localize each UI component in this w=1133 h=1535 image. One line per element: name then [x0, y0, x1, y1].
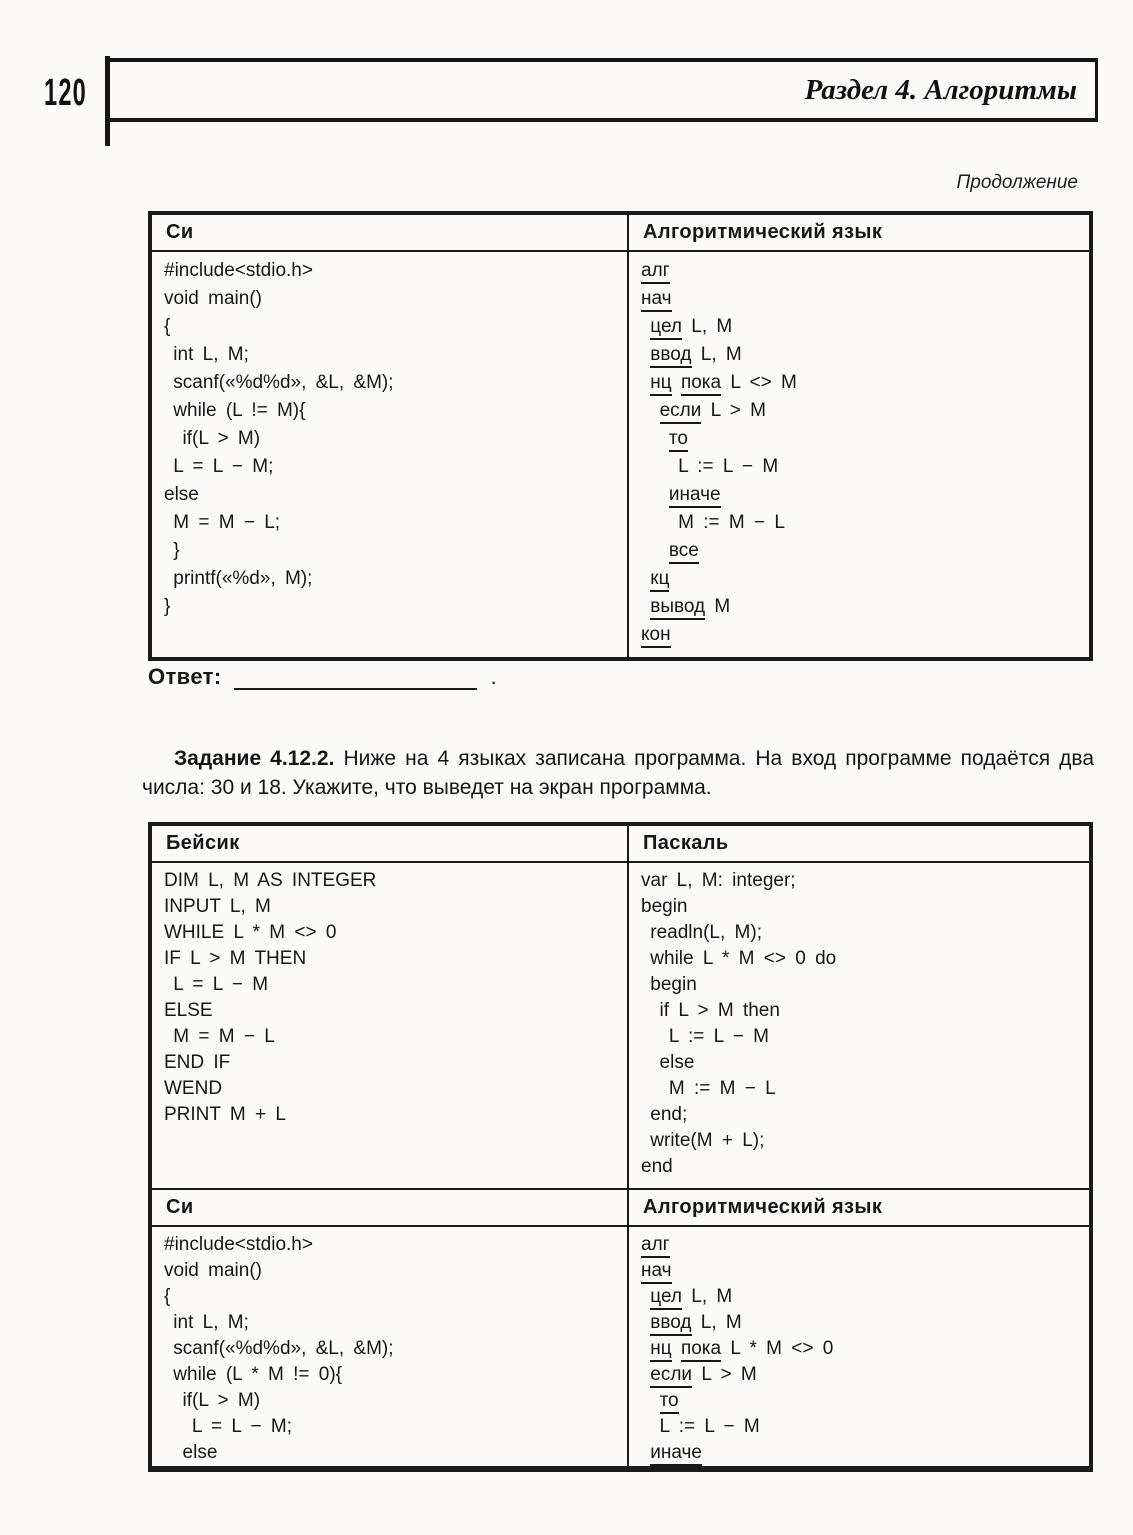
continuation-label: Продолжение	[956, 172, 1078, 193]
code-line: PRINT M + L	[164, 1104, 286, 1125]
code-table-2	[148, 822, 1093, 1472]
task-text: Ниже на 4 языках записана программа. На вход программе подаётся два числа: 30 и 18. Укажите, что выведет на экран программа.	[142, 747, 1094, 799]
code-line: else	[641, 1052, 695, 1073]
answer-period: .	[490, 664, 497, 689]
code-line: M := M − L	[641, 1078, 776, 1099]
code-line: ввод L, M	[641, 341, 1077, 369]
code-line: L := L − M	[641, 1026, 769, 1047]
code-line: если L > M	[641, 1362, 1077, 1388]
code-line: begin	[641, 896, 688, 917]
code-line: end;	[641, 1104, 688, 1125]
code-line: #include<stdio.h>	[164, 1234, 313, 1255]
table2-body-row-1	[152, 863, 1089, 1188]
code-line: else	[164, 484, 199, 505]
code-line: else	[164, 1442, 218, 1463]
code-line: void main()	[164, 288, 262, 309]
code-line: {	[164, 316, 171, 337]
code-line: иначе	[641, 481, 1077, 509]
table2-header-row-2	[152, 1188, 1089, 1227]
code-line: scanf(«%d%d», &L, &M);	[164, 1338, 394, 1359]
code-line: scanf(«%d%d», &L, &M);	[164, 372, 394, 393]
code-line: цел L, M	[641, 313, 1077, 341]
code-line: printf(«%d», M);	[164, 568, 313, 589]
table2-code-alg	[629, 1227, 1089, 1466]
table2-code-c	[152, 1227, 629, 1466]
code-line: WEND	[164, 1078, 223, 1099]
code-line: ELSE	[164, 1000, 213, 1021]
code-line: вывод M	[641, 593, 1077, 621]
code-line: void main()	[164, 1260, 262, 1281]
code-line: L = L − M;	[164, 1416, 292, 1437]
code-line: иначе	[641, 1440, 1077, 1466]
answer-blank-line	[234, 664, 477, 690]
code-line: #include<stdio.h>	[164, 260, 313, 281]
code-line: while L * M <> 0 do	[641, 948, 837, 969]
code-line: int L, M;	[164, 344, 249, 365]
answer-row	[148, 664, 497, 690]
table2-header-basic: Бейсик	[152, 826, 629, 861]
code-line: M := M − L	[641, 512, 785, 533]
code-line: цел L, M	[641, 1284, 1077, 1310]
code-line: нц пока L * M <> 0	[641, 1336, 1077, 1362]
code-line: if L > M then	[641, 1000, 780, 1021]
code-table-1	[148, 211, 1093, 661]
table2-body-row-2	[152, 1227, 1089, 1466]
code-line: L := L − M	[641, 456, 779, 477]
code-line: L := L − M	[641, 1416, 760, 1437]
table1-body-row	[152, 252, 1089, 657]
section-title: Раздел 4. Алгоритмы	[804, 73, 1077, 106]
code-line: DIM L, M AS INTEGER	[164, 870, 377, 891]
code-line: }	[164, 540, 180, 561]
code-line: нц пока L <> M	[641, 369, 1077, 397]
page-number: 120	[44, 72, 88, 114]
code-line: while (L * M != 0){	[164, 1364, 342, 1385]
code-line: if(L > M)	[164, 428, 261, 449]
code-line: int L, M;	[164, 1312, 249, 1333]
code-line: то	[641, 1388, 1077, 1414]
task-number: Задание 4.12.2.	[174, 747, 335, 770]
code-line: if(L > M)	[164, 1390, 261, 1411]
code-line: end	[641, 1156, 673, 1177]
code-line: алг	[641, 257, 1077, 285]
code-line: M = M − L;	[164, 512, 281, 533]
table2-header-c: Си	[152, 1190, 629, 1225]
code-line: кон	[641, 621, 1077, 649]
table1-header-c: Си	[152, 215, 629, 250]
code-line: }	[164, 596, 171, 617]
code-line: кц	[641, 565, 1077, 593]
code-line: L = L − M;	[164, 456, 274, 477]
code-line: нач	[641, 285, 1077, 313]
table2-header-pascal: Паскаль	[643, 832, 729, 854]
code-line: все	[641, 537, 1077, 565]
code-line: var L, M: integer;	[641, 870, 796, 891]
code-line: END IF	[164, 1052, 231, 1073]
code-line: если L > M	[641, 397, 1077, 425]
code-line: нач	[641, 1258, 1077, 1284]
code-line: алг	[641, 1232, 1077, 1258]
code-line: begin	[641, 974, 697, 995]
table1-code-alg	[629, 252, 1089, 657]
code-line: INPUT L, M	[164, 896, 271, 917]
code-line: readln(L, M);	[641, 922, 762, 943]
code-line: WHILE L * M <> 0	[164, 922, 337, 943]
running-header	[110, 58, 1098, 122]
code-line: IF L > M THEN	[164, 948, 307, 969]
code-line: {	[164, 1286, 171, 1307]
code-line: то	[641, 425, 1077, 453]
code-line: L = L − M	[164, 974, 269, 995]
code-line: ввод L, M	[641, 1310, 1077, 1336]
code-line: while (L != M){	[164, 400, 306, 421]
task-paragraph	[142, 744, 1094, 802]
table2-header-alg: Алгоритмический язык	[643, 1196, 883, 1218]
table1-code-c	[152, 252, 629, 657]
table2-code-pascal	[629, 863, 1089, 1188]
answer-label: Ответ:	[148, 664, 222, 689]
table1-header-alg: Алгоритмический язык	[643, 221, 883, 243]
table2-header-row-1	[152, 826, 1089, 863]
code-line: M = M − L	[164, 1026, 275, 1047]
table2-code-basic	[152, 863, 629, 1188]
code-line: write(M + L);	[641, 1130, 765, 1151]
table1-header-row	[152, 215, 1089, 252]
